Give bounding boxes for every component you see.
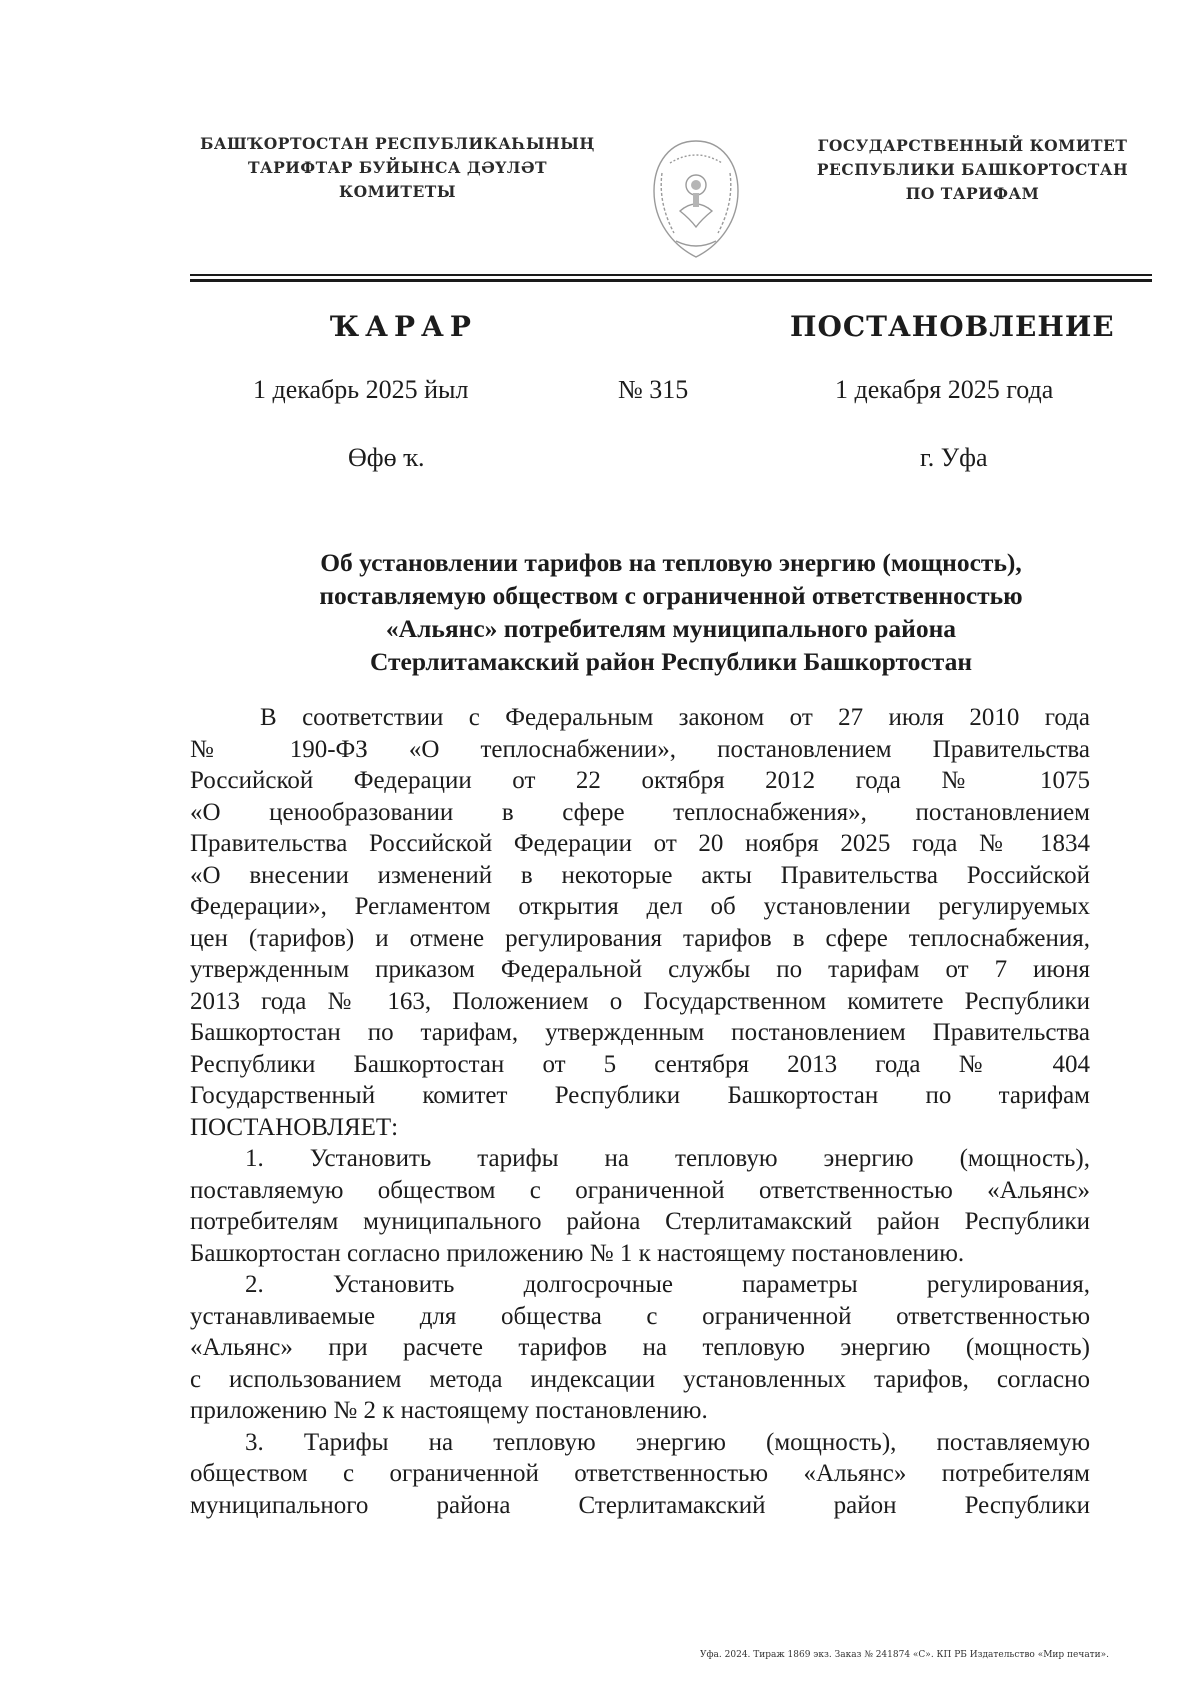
body-line: потребителям муниципального района Стерлитамакский район Республики — [190, 1208, 1090, 1235]
body-line: утвержденным приказом Федеральной службы по тарифам от 7 июня — [190, 956, 1090, 983]
body-line: «О внесении изменений в некоторые акты Правительства Российской — [190, 861, 1090, 889]
body-line: Государственный комитет Республики Башкортостан по тарифам — [190, 1082, 1090, 1109]
body-line: приложению № 2 к настоящему постановлению. — [190, 1397, 708, 1424]
print-footer: Уфа. 2024. Тираж 1869 экз. Заказ № 241874 «С». КП РБ Издательство «Мир печати». — [700, 1650, 1110, 1660]
title-line: «Альянс» потребителям муниципального района — [385, 614, 957, 643]
body-line: 2013 года № 163, Положением о Государственном комитете Республики — [190, 987, 1090, 1015]
title-line: Об установлении тарифов на тепловую энергию (мощность), — [320, 548, 1022, 577]
body-line: Башкортостан согласно приложению № 1 к настоящему постановлению. — [190, 1239, 965, 1267]
body-line: Башкортостан по тарифам, утвержденным постановлением Правительства — [190, 1019, 1090, 1046]
body-line: № 190-ФЗ «О теплоснабжении», постановлением Правительства — [190, 735, 1090, 763]
body-line: ПОСТАНОВЛЯЕТ: — [190, 1113, 399, 1141]
body-line: Правительства Российской Федерации от 20 ноября 2025 года № 1834 — [190, 830, 1090, 857]
body-line: Российской Федерации от 22 октября 2012 года № 1075 — [190, 767, 1090, 794]
header-right-line-2: РЕСПУБЛИКИ БАШКОРТОСТАН — [816, 160, 1129, 179]
doc-body — [190, 702, 1090, 1521]
title-line: поставляемую обществом с ограниченной ответственностью — [319, 581, 1023, 610]
body-line: 1. Установить тарифы на тепловую энергию (мощность), — [245, 1145, 1090, 1172]
date-bashkir: 1 декабрь 2025 йыл — [253, 375, 469, 404]
body-line: муниципального района Стерлитамакский район Республики — [190, 1491, 1090, 1519]
date-russian: 1 декабря 2025 года — [835, 375, 1054, 404]
doc-number: № 315 — [618, 375, 689, 404]
coat-of-arms-icon — [640, 133, 752, 265]
body-line: 2. Установить долгосрочные параметры регулирования, — [245, 1271, 1090, 1298]
header-left-line-1: БАШҠОРТОСТАН РЕСПУБЛИКАҺЫНЫҢ — [200, 134, 595, 153]
title-line: Стерлитамакский район Республики Башкортостан — [369, 647, 973, 676]
body-line: обществом с ограниченной ответственностью «Альянс» потребителям — [190, 1460, 1090, 1487]
header-left-line-2: ТАРИФТАР БУЙЫНСА ДӘҮЛӘТ — [247, 158, 548, 177]
city-russian: г. Уфа — [920, 443, 988, 472]
body-line: Республики Башкортостан от 5 сентября 2013 года № 404 — [190, 1050, 1090, 1078]
header-left-bashkir — [180, 132, 615, 204]
header-right-line-3: ПО ТАРИФАМ — [905, 184, 1040, 203]
doc-type-bashkir: ҠАРАР — [330, 310, 477, 343]
body-line: «О ценообразовании в сфере теплоснабжения», постановлением — [190, 798, 1090, 826]
header-right-russian — [790, 134, 1155, 206]
body-line: «Альянс» при расчете тарифов на тепловую энергию (мощность) — [190, 1334, 1090, 1361]
city-bashkir: Өфө ҡ. — [348, 443, 425, 472]
body-line: цен (тарифов) и отмене регулирования тарифов в сфере теплоснабжения, — [190, 924, 1090, 952]
body-line: В соответствии с Федеральным законом от 27 июля 2010 года — [260, 704, 1090, 731]
body-line: устанавливаемые для общества с ограниченной ответственностью — [190, 1302, 1090, 1330]
doc-type-russian: ПОСТАНОВЛЕНИЕ — [790, 310, 1115, 343]
header-divider-thin — [190, 274, 1152, 276]
body-line: поставляемую обществом с ограниченной ответственностью «Альянс» — [190, 1176, 1090, 1204]
header-right-line-1: ГОСУДАРСТВЕННЫЙ КОМИТЕТ — [817, 136, 1128, 155]
body-line: с использованием метода индексации установленных тарифов, согласно — [190, 1365, 1090, 1393]
doc-title — [190, 546, 1152, 678]
body-line: 3. Тарифы на тепловую энергию (мощность), поставляемую — [245, 1428, 1090, 1456]
header-divider-thick — [190, 279, 1152, 282]
header-left-line-3: КОМИТЕТЫ — [339, 182, 456, 201]
body-line: Федерации», Регламентом открытия дел об установлении регулируемых — [190, 893, 1090, 920]
